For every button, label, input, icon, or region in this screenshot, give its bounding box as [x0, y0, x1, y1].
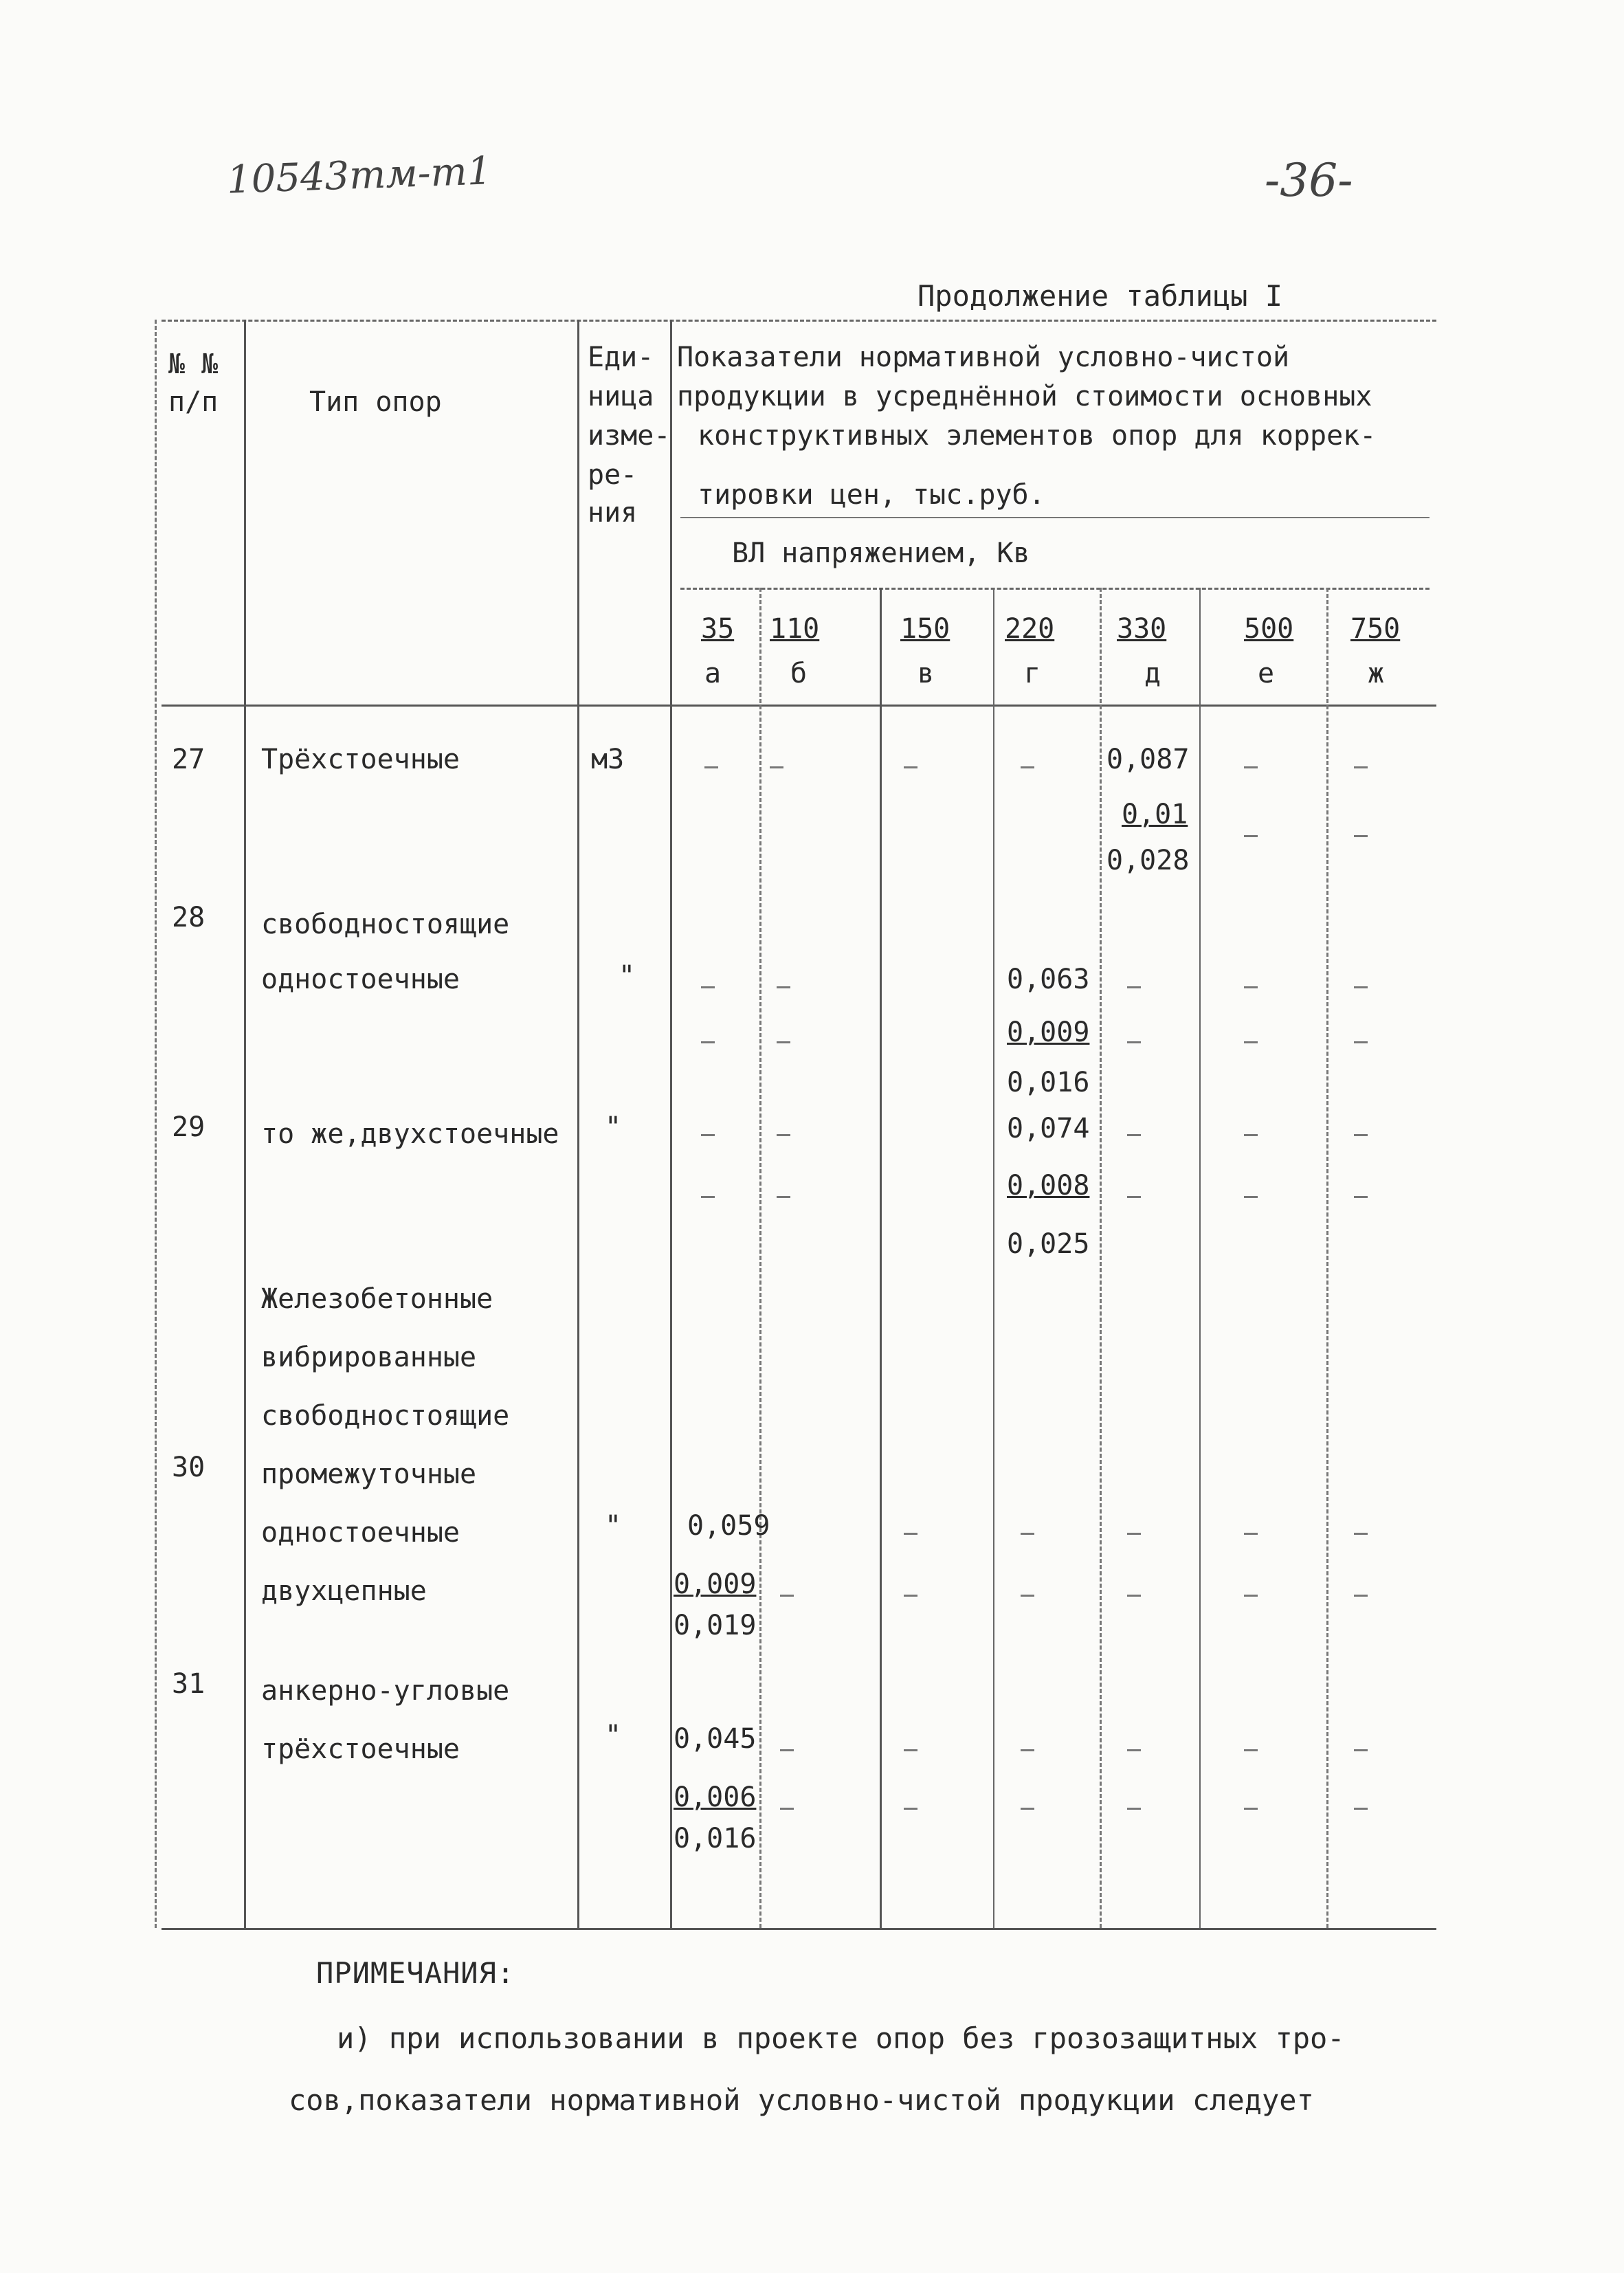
notes-line-1: и) при использовании в проекте опор без грозозащитных тро-: [337, 2021, 1345, 2055]
indicator-underline: [680, 517, 1430, 518]
row-30-num: 30: [172, 1452, 205, 1483]
empty-cell-dash: [1354, 1808, 1368, 1810]
empty-cell-dash: [1127, 1196, 1141, 1198]
page-number: -36-: [1265, 154, 1353, 207]
empty-cell-dash: [1354, 835, 1368, 837]
col-divider-e: [1199, 588, 1201, 1928]
empty-cell-dash: [1127, 1595, 1141, 1597]
voltage-35: 35: [701, 613, 735, 645]
voltage-110: 110: [770, 613, 820, 645]
empty-cell-dash: [777, 1134, 790, 1136]
empty-cell-dash: [1244, 1134, 1258, 1136]
header-indicator-line4: тировки цен, тыс.руб.: [698, 479, 1045, 511]
table-top-border: [162, 320, 1436, 322]
row-27-value-num: 0,01: [1122, 799, 1188, 830]
row-30-unit: ": [605, 1510, 622, 1542]
empty-cell-dash: [904, 1749, 917, 1751]
row-30-type-line1: промежуточные: [261, 1459, 477, 1490]
voltage-500: 500: [1244, 613, 1294, 645]
header-unit-line3: изме-: [588, 420, 671, 452]
voltage-750: 750: [1350, 613, 1401, 645]
header-indicator-line1: Показатели нормативной условно-чистой: [677, 342, 1290, 373]
empty-cell-dash: [704, 766, 718, 768]
empty-cell-dash: [1354, 1533, 1368, 1535]
empty-cell-dash: [1244, 835, 1258, 837]
document-number: 10543тм-т1: [225, 148, 493, 203]
row-28-num: 28: [172, 902, 205, 933]
row-31-value-num: 0,006: [674, 1782, 757, 1813]
empty-cell-dash: [1244, 1595, 1258, 1597]
empty-cell-dash: [1354, 1595, 1368, 1597]
empty-cell-dash: [1354, 1196, 1368, 1198]
row-31-unit: ": [605, 1720, 622, 1751]
empty-cell-dash: [1244, 1041, 1258, 1043]
letter-d: д: [1144, 658, 1161, 689]
empty-cell-dash: [770, 766, 783, 768]
header-indicator-line3: конструктивных элементов опор для коррек-: [698, 420, 1377, 452]
empty-cell-dash: [1021, 1595, 1034, 1597]
empty-cell-dash: [701, 1041, 715, 1043]
empty-cell-dash: [1244, 1749, 1258, 1751]
empty-cell-dash: [701, 986, 715, 988]
empty-cell-dash: [1127, 1041, 1141, 1043]
notes-title: ПРИМЕЧАНИЯ:: [316, 1956, 515, 1990]
row-27-type: Трёхстоечные: [261, 744, 460, 775]
empty-cell-dash: [1354, 1749, 1368, 1751]
group-heading-line2: вибрированные: [261, 1342, 477, 1373]
left-border: [155, 320, 157, 1928]
table-bottom-border: [162, 1928, 1436, 1930]
row-30-value: 0,059: [687, 1510, 770, 1542]
row-29-type: то же,двухстоечные: [261, 1118, 559, 1150]
row-31-value: 0,045: [674, 1723, 757, 1755]
empty-cell-dash: [1244, 1808, 1258, 1810]
row-27-value: 0,087: [1106, 744, 1190, 775]
empty-cell-dash: [780, 1595, 794, 1597]
row-29-unit: ": [605, 1111, 622, 1143]
voltage-220: 220: [1005, 613, 1055, 645]
row-28-value-den: 0,016: [1007, 1067, 1090, 1098]
group-heading-line3: свободностоящие: [261, 1400, 510, 1432]
notes-line-2: сов,показатели нормативной условно-чистой продукции следует: [289, 2083, 1314, 2117]
table-continuation-label: Продолжение таблицы I: [917, 279, 1283, 313]
empty-cell-dash: [1021, 766, 1034, 768]
group-heading-line1: Железобетонные: [261, 1283, 493, 1315]
row-31-num: 31: [172, 1668, 205, 1700]
voltage-row-line: [680, 588, 1430, 590]
letter-b: б: [790, 658, 808, 689]
col-divider-d: [1100, 588, 1102, 1928]
empty-cell-dash: [1244, 766, 1258, 768]
empty-cell-dash: [1244, 986, 1258, 988]
header-unit-line2: ница: [588, 381, 654, 412]
letter-g: г: [1024, 658, 1041, 689]
empty-cell-dash: [1354, 986, 1368, 988]
header-voltage: ВЛ напряжением, Кв: [732, 537, 1030, 569]
row-28-value-num: 0,009: [1007, 1017, 1090, 1048]
col-divider-c: [993, 588, 994, 1928]
col-divider-num: [244, 320, 246, 1928]
empty-cell-dash: [1021, 1808, 1034, 1810]
empty-cell-dash: [1354, 766, 1368, 768]
empty-cell-dash: [904, 1808, 917, 1810]
empty-cell-dash: [1127, 1749, 1141, 1751]
empty-cell-dash: [701, 1196, 715, 1198]
letter-zh: ж: [1368, 658, 1385, 689]
letter-e: е: [1258, 658, 1275, 689]
row-28-type-line2: одностоечные: [261, 964, 460, 995]
row-31-type-line1: анкерно-угловые: [261, 1675, 510, 1707]
voltage-150: 150: [900, 613, 950, 645]
empty-cell-dash: [777, 1041, 790, 1043]
empty-cell-dash: [701, 1134, 715, 1136]
row-30-type-line2: одностоечные: [261, 1517, 460, 1549]
empty-cell-dash: [1354, 1134, 1368, 1136]
empty-cell-dash: [777, 986, 790, 988]
header-bottom-border: [162, 705, 1436, 707]
header-type: Тип опор: [309, 386, 442, 418]
letter-a: а: [704, 658, 722, 689]
row-27-num: 27: [172, 744, 205, 775]
row-29-value-den: 0,025: [1007, 1228, 1090, 1260]
empty-cell-dash: [777, 1196, 790, 1198]
empty-cell-dash: [1244, 1196, 1258, 1198]
row-31-type-line2: трёхстоечные: [261, 1733, 460, 1765]
row-29-num: 29: [172, 1111, 205, 1143]
header-unit-line1: Еди-: [588, 342, 654, 373]
empty-cell-dash: [1021, 1749, 1034, 1751]
empty-cell-dash: [1127, 1808, 1141, 1810]
header-no-line2: п/п: [168, 386, 219, 418]
empty-cell-dash: [1127, 1134, 1141, 1136]
col-divider-type: [577, 320, 579, 1928]
empty-cell-dash: [1127, 1533, 1141, 1535]
empty-cell-dash: [1354, 1041, 1368, 1043]
empty-cell-dash: [1244, 1533, 1258, 1535]
empty-cell-dash: [1021, 1533, 1034, 1535]
col-divider-a: [759, 588, 761, 1928]
empty-cell-dash: [1127, 986, 1141, 988]
row-27-unit: м3: [591, 744, 625, 775]
empty-cell-dash: [780, 1808, 794, 1810]
header-no-line1: № №: [168, 348, 219, 380]
row-31-value-den: 0,016: [674, 1823, 757, 1854]
empty-cell-dash: [904, 1595, 917, 1597]
empty-cell-dash: [904, 766, 917, 768]
letter-v: в: [917, 658, 935, 689]
row-27-value-den: 0,028: [1106, 845, 1190, 876]
row-29-value: 0,074: [1007, 1113, 1090, 1144]
row-29-value-num: 0,008: [1007, 1170, 1090, 1201]
voltage-330: 330: [1117, 613, 1167, 645]
header-indicator-line2: продукции в усреднённой стоимости основных: [677, 381, 1372, 412]
row-30-value-num: 0,009: [674, 1568, 757, 1600]
col-divider-f: [1326, 588, 1328, 1928]
header-unit-line5: ния: [588, 497, 638, 529]
empty-cell-dash: [780, 1749, 794, 1751]
row-28-value: 0,063: [1007, 964, 1090, 995]
row-30-type-line3: двухцепные: [261, 1575, 427, 1607]
col-divider-b: [880, 588, 882, 1928]
row-28-type-line1: свободностоящие: [261, 909, 510, 940]
header-unit-line4: ре-: [588, 459, 638, 491]
row-30-value-den: 0,019: [674, 1610, 757, 1641]
row-28-unit: ": [619, 960, 636, 992]
col-divider-unit: [670, 320, 672, 1928]
empty-cell-dash: [904, 1533, 917, 1535]
